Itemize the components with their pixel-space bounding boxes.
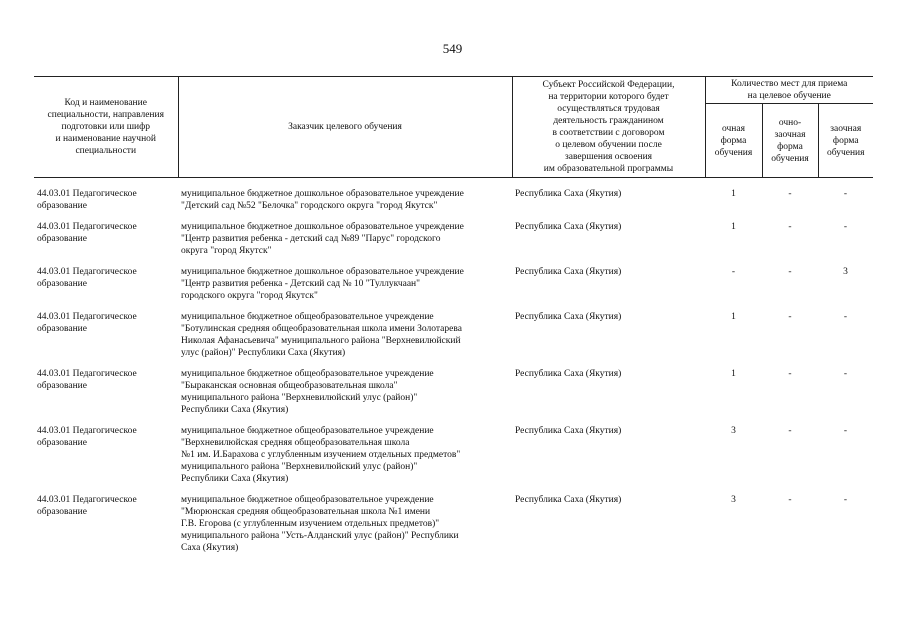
row-region-cell: Республика Саха (Якутия) [515,267,622,277]
table-row [34,494,873,563]
header-fulltime: очная форма обучения [705,104,762,178]
header-region: Субъект Российской Федерации, на территории которого будет осуществляться трудовая деятельность гражданином в соответствии с договором о целевом обучении после завершения освоения им образовательной программы [512,77,705,178]
row-mixed-cell: - [788,189,792,199]
row-mixed-cell: - [788,426,792,436]
row-fulltime-cell: 3 [731,426,736,436]
row-distance-cell: - [843,495,848,505]
row-mixed-cell: - [788,267,792,277]
row-mixed-cell: - [788,495,792,505]
row-fulltime-cell: 1 [731,312,736,322]
row-code-cell: 44.03.01 Педагогическое образование [37,222,137,244]
row-fulltime-cell: 1 [731,222,736,232]
row-code-cell: 44.03.01 Педагогическое образование [37,189,137,211]
page-number: 549 [442,41,463,56]
target-training-table [34,76,873,563]
row-fulltime-cell: - [731,267,736,277]
table-spacer [34,178,873,189]
row-customer-cell: муниципальное бюджетное дошкольное образовательное учреждение "Центр развития ребенка - Детский сад № 10 "Туллукчаан" городского округа "город Якутск" [181,267,464,301]
row-customer-cell: муниципальное бюджетное общеобразовательное учреждение "Верхневилюйская средняя общеобразовательная школа №1 им. И.Барахова с углубленным изучением отдельных предметов" муниципального района "Верхневилюйский улус (район)" Республики Саха (Якутия) [181,426,461,484]
table-header-row [34,77,873,104]
row-region-cell: Республика Саха (Якутия) [515,189,622,199]
row-distance-cell: 3 [843,267,848,277]
row-region-cell: Республика Саха (Якутия) [515,312,622,322]
row-customer-cell: муниципальное бюджетное дошкольное образовательное учреждение "Центр развития ребенка - детский сад №89 "Парус" городского округа "город Якутск" [181,222,464,256]
header-customer: Заказчик целевого обучения [178,77,512,178]
header-code-specialty: Код и наименование специальности, направления подготовки или шифр и наименование научной специальности [34,77,178,178]
row-fulltime-cell: 1 [731,189,736,199]
row-code-cell: 44.03.01 Педагогическое образование [37,495,137,517]
row-region-cell: Республика Саха (Якутия) [515,426,622,436]
row-customer-cell: муниципальное бюджетное общеобразовательное учреждение "Быраканская основная общеобразовательная школа" муниципального района "Верхневилюйский улус (район)" Республики Саха (Якутия) [181,369,434,415]
row-mixed-cell: - [788,369,792,379]
row-distance-cell: - [843,189,848,199]
row-distance-cell: - [843,222,848,232]
table-row [34,425,873,494]
table-body [34,178,873,564]
row-fulltime-cell: 1 [731,369,736,379]
row-customer-cell: муниципальное бюджетное общеобразовательное учреждение "Мюрюнская средняя общеобразовательная школа №1 имени Г.В. Егорова (с углубленным изучением отдельных предметов)" муниципального района "Усть-Алданский улус (район)" Республики Саха (Якутия) [181,495,459,553]
table-row [34,368,873,425]
row-region-cell: Республика Саха (Якутия) [515,369,622,379]
table-row [34,221,873,266]
row-region-cell: Республика Саха (Якутия) [515,495,622,505]
row-distance-cell: - [843,369,848,379]
row-mixed-cell: - [788,222,792,232]
header-mixed: очно- заочная форма обучения [762,104,818,178]
row-code-cell: 44.03.01 Педагогическое образование [37,267,137,289]
row-distance-cell: - [843,312,848,322]
row-customer-cell: муниципальное бюджетное дошкольное образовательное учреждение "Детский сад №52 "Белочка" городского округа "город Якутск" [181,189,464,211]
row-region-cell: Республика Саха (Якутия) [515,222,622,232]
row-mixed-cell: - [788,312,792,322]
table-row [34,266,873,311]
table-row [34,188,873,221]
header-places-count: Количество мест для приема на целевое обучение [705,77,873,104]
row-customer-cell: муниципальное бюджетное общеобразовательное учреждение "Ботулинская средняя общеобразовательная школа имени Золотарева Николая Афанасьевича" муниципального района "Верхневилюйский улус (район)" Республики Саха (Якутия) [181,312,462,358]
table-row [34,311,873,368]
row-code-cell: 44.03.01 Педагогическое образование [37,312,137,334]
row-code-cell: 44.03.01 Педагогическое образование [37,369,137,391]
row-fulltime-cell: 3 [731,495,736,505]
row-distance-cell: - [843,426,848,436]
row-code-cell: 44.03.01 Педагогическое образование [37,426,137,448]
header-distance: заочная форма обучения [818,104,873,178]
